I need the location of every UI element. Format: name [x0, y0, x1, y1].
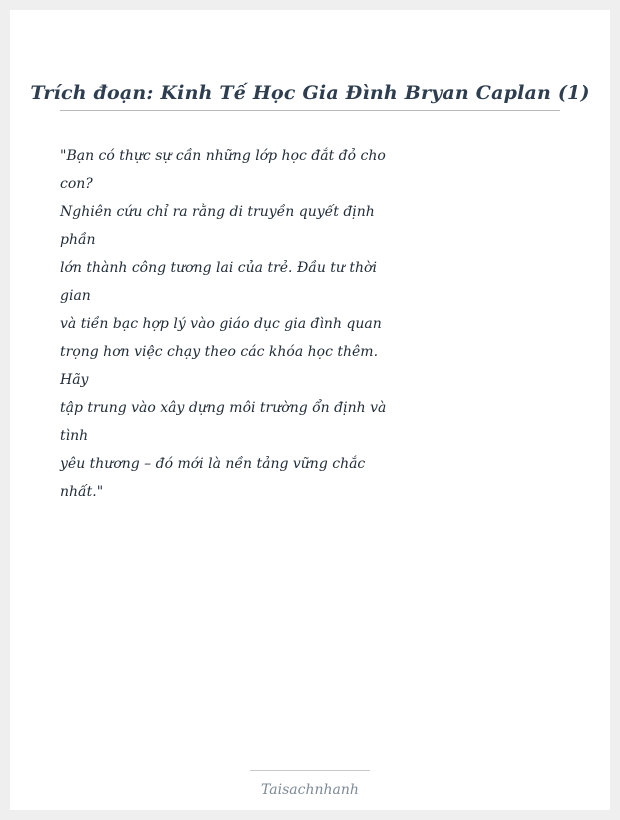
quote-line: lớn thành công tương lai của trẻ. Đầu tư thời — [60, 260, 377, 276]
quote-line: Hãy — [60, 372, 89, 388]
document-page — [10, 10, 610, 810]
quote-line: trọng hơn việc chạy theo các khóa học thêm. — [60, 344, 379, 360]
quote-line: yêu thương – đó mới là nền tảng vững chắc — [60, 456, 366, 472]
title-divider — [60, 110, 560, 111]
quote-line: tập trung vào xây dựng môi trường ổn định và — [60, 400, 387, 416]
quote-line: "Bạn có thực sự cần những lớp học đắt đỏ cho — [60, 148, 386, 164]
quote-line: và tiền bạc hợp lý vào giáo dục gia đình quan — [60, 316, 382, 332]
quote-line: con? — [60, 176, 93, 192]
quote-line: gian — [60, 288, 91, 304]
quote-line: nhất." — [60, 484, 104, 500]
footer-brand: Taisachnhanh — [261, 782, 359, 798]
quote-line: Nghiên cứu chỉ ra rằng di truyền quyết định — [60, 204, 375, 220]
quote-line: tình — [60, 428, 89, 444]
footer-divider — [250, 770, 370, 771]
quote-block — [60, 142, 387, 506]
page-title: Trích đoạn: Kinh Tế Học Gia Đình Bryan Caplan (1) — [30, 82, 590, 104]
quote-line: phần — [60, 232, 96, 248]
